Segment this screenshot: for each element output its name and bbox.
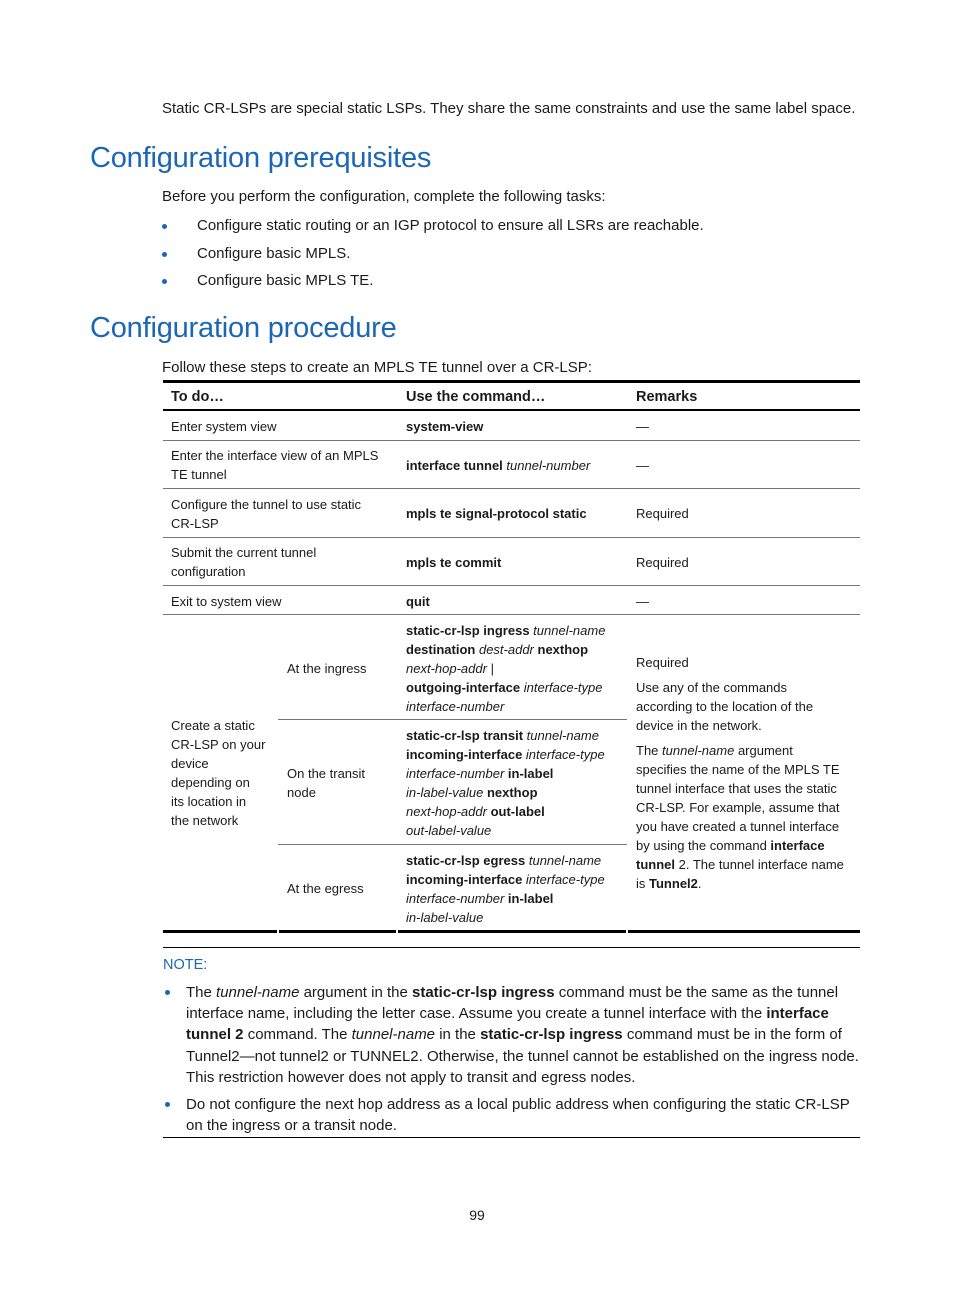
list-item: Do not configure the next hop address as a local public address when configuring the static CR-LSP on the ingress or a transit node. <box>163 1094 860 1136</box>
heading-prerequisites: Configuration prerequisites <box>90 142 432 174</box>
table-cell-command: system-view <box>406 419 484 434</box>
column-header-remarks: Remarks <box>636 389 698 405</box>
prereq-lead: Before you perform the configuration, complete the following tasks: <box>162 188 606 205</box>
table-cell-command: quit <box>406 594 430 609</box>
table-cell-remark: — <box>636 419 649 434</box>
table-cell-todo: Enter system view <box>171 419 277 434</box>
table-bottom-rule <box>398 930 626 933</box>
table-cell-remark: Required <box>636 506 689 521</box>
table-cell-location-ingress: At the ingress <box>287 661 367 676</box>
procedure-lead: Follow these steps to create an MPLS TE tunnel over a CR-LSP: <box>162 359 592 376</box>
table-cell-remark: — <box>636 458 649 473</box>
table-bottom-rule <box>628 930 860 933</box>
table-cell-command-egress: static-cr-lsp egress tunnel-name incoming-interface interface-type interface-number in-label in-label-value <box>406 853 605 925</box>
table-cell-todo: Submit the current tunnel configuration <box>171 545 317 579</box>
bullet-icon <box>162 279 167 284</box>
row-divider <box>163 488 860 489</box>
table-cell-location-transit: On the transit node <box>287 766 366 800</box>
list-item: The tunnel-name argument in the static-cr-lsp ingress command must be the same as the tunnel interface name, including the letter case. Assume you create a tunnel interface with the interface tunnel 2 command. The tunnel-name in the static-cr-lsp ingress command must be in the form of Tunnel2—not tunnel2 or TUNNEL2. Otherwise, the tunnel cannot be established on the ingress node. This restriction however does not apply to transit and egress nodes. <box>163 982 860 1088</box>
bullet-icon <box>165 1102 170 1107</box>
table-cell-command: mpls te commit <box>406 555 502 570</box>
list-item: Configure static routing or an IGP protocol to ensure all LSRs are reachable. <box>162 216 704 244</box>
intro-paragraph: Static CR-LSPs are special static LSPs. They share the same constraints and use the same label space. <box>162 100 856 117</box>
table-cell-command-transit: static-cr-lsp transit tunnel-name incoming-interface interface-type interface-number in-label in-label-value nexthop next-hop-addr out-label out-label-value <box>406 728 605 838</box>
table-cell-remark-static: Required Use any of the commands according to the location of the device in the network. The tunnel-name argument specifies the name of the MPLS TE tunnel interface that uses the static CR-LSP. For example, assume that you have created a tunnel interface by using the command interface tunnel 2. The tunnel interface name is Tunnel2. <box>636 655 844 891</box>
row-divider <box>163 537 860 538</box>
column-header-command: Use the command… <box>406 389 546 405</box>
page-number: 99 <box>469 1207 485 1223</box>
table-header-rule <box>163 409 860 411</box>
list-item: Configure basic MPLS. <box>162 244 704 272</box>
row-divider <box>163 614 860 615</box>
column-header-todo: To do… <box>171 389 224 405</box>
table-bottom-rule <box>163 930 277 933</box>
table-cell-todo: Enter the interface view of an MPLS TE tunnel <box>171 448 379 482</box>
table-cell-location-egress: At the egress <box>287 881 364 896</box>
note-list <box>163 982 860 1142</box>
heading-procedure: Configuration procedure <box>90 312 397 344</box>
row-divider <box>163 440 860 441</box>
table-cell-todo: Exit to system view <box>171 594 282 609</box>
prereq-list <box>162 216 704 299</box>
table-cell-command: mpls te signal-protocol static <box>406 506 587 521</box>
table-cell-todo: Create a static CR-LSP on your device depending on its location in the network <box>171 718 266 828</box>
table-cell-command: interface tunnel tunnel-number <box>406 458 591 473</box>
procedure-table <box>163 380 860 934</box>
table-cell-todo: Configure the tunnel to use static CR-LSP <box>171 497 362 531</box>
note-bottom-rule <box>163 1137 860 1138</box>
table-top-rule <box>163 380 860 383</box>
list-item: Configure basic MPLS TE. <box>162 271 704 299</box>
bullet-icon <box>162 252 167 257</box>
sub-row-divider <box>278 844 627 845</box>
note-top-rule <box>163 947 860 948</box>
bullet-icon <box>165 990 170 995</box>
sub-row-divider <box>278 719 627 720</box>
note-label: NOTE: <box>163 957 208 973</box>
table-cell-command-ingress: static-cr-lsp ingress tunnel-name destination dest-addr nexthop next-hop-addr | outgoing-interface interface-type interface-number <box>406 623 606 714</box>
row-divider <box>163 585 860 586</box>
table-bottom-rule <box>279 930 396 933</box>
table-cell-remark: — <box>636 594 649 609</box>
bullet-icon <box>162 224 167 229</box>
table-cell-remark: Required <box>636 555 689 570</box>
